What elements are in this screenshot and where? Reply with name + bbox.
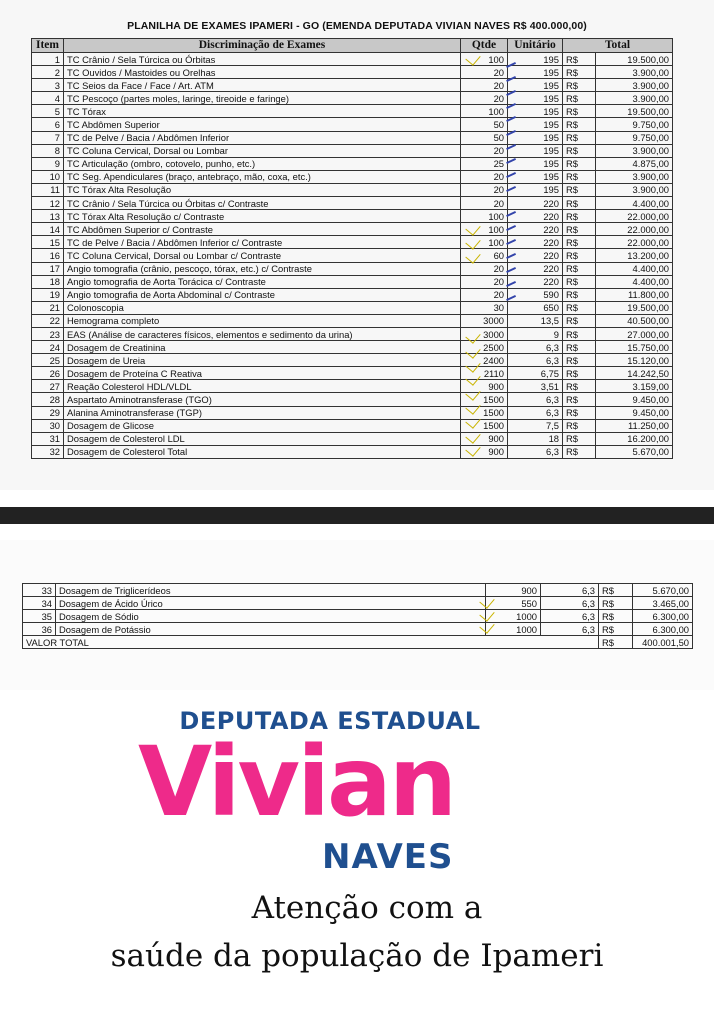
cell-item: 5 <box>32 105 64 118</box>
header-total: Total <box>563 39 673 53</box>
table-row <box>32 249 673 262</box>
table-row <box>32 223 673 236</box>
cell-unit-price: 195 <box>508 118 563 131</box>
cell-description: Dosagem de Glicose <box>64 419 461 432</box>
cell-currency: R$ <box>563 419 596 432</box>
cell-total: 4.400,00 <box>596 275 673 288</box>
cell-item: 2 <box>32 66 64 79</box>
cell-unit-price: 220 <box>508 236 563 249</box>
cell-item: 36 <box>23 623 56 636</box>
cell-quantity: 20 <box>461 183 508 196</box>
cell-currency: R$ <box>563 197 596 210</box>
cell-currency: R$ <box>563 432 596 445</box>
cell-quantity: 30 <box>461 301 508 314</box>
cell-total: 19.500,00 <box>596 301 673 314</box>
cell-item: 13 <box>32 210 64 223</box>
table-row <box>32 406 673 419</box>
cell-item: 25 <box>32 354 64 367</box>
cell-unit-price: 220 <box>508 275 563 288</box>
cell-item: 6 <box>32 118 64 131</box>
cell-unit-price: 220 <box>508 262 563 275</box>
cell-quantity: 100 <box>461 105 508 118</box>
slogan-line-2: saúde da população de Ipameri <box>110 938 604 974</box>
cell-currency: R$ <box>563 92 596 105</box>
cell-total: 9.750,00 <box>596 118 673 131</box>
cell-item: 19 <box>32 288 64 301</box>
table-row <box>32 432 673 445</box>
table-row <box>32 327 673 340</box>
cell-item: 22 <box>32 314 64 327</box>
cell-description: TC Pescoço (partes moles, laringe, tireoide e faringe) <box>64 92 461 105</box>
cell-item: 15 <box>32 236 64 249</box>
cell-total: 4.400,00 <box>596 197 673 210</box>
table-row <box>32 118 673 131</box>
total-row <box>23 636 693 649</box>
cell-quantity: 900 <box>461 432 508 445</box>
table-row <box>23 610 693 623</box>
cell-quantity: 20 <box>461 262 508 275</box>
cell-unit-price: 6,3 <box>508 445 563 458</box>
cell-quantity: 100 <box>461 53 508 66</box>
cell-description: EAS (Análise de caracteres físicos, elementos e sedimento da urina) <box>64 327 461 340</box>
cell-item: 28 <box>32 393 64 406</box>
cell-unit-price: 18 <box>508 432 563 445</box>
cell-item: 14 <box>32 223 64 236</box>
cell-total: 11.250,00 <box>596 419 673 432</box>
cell-description: TC Coluna Cervical, Dorsal ou Lombar c/ Contraste <box>64 249 461 262</box>
cell-total: 19.500,00 <box>596 53 673 66</box>
cell-description: Angio tomografia (crânio, pescoço, tórax, etc.) c/ Contraste <box>64 262 461 275</box>
cell-quantity: 20 <box>461 170 508 183</box>
cell-item: 10 <box>32 170 64 183</box>
cell-quantity: 1500 <box>461 419 508 432</box>
cell-unit-price: 195 <box>508 183 563 196</box>
cell-description: Hemograma completo <box>64 314 461 327</box>
cell-quantity: 2110 <box>461 367 508 380</box>
cell-total: 9.450,00 <box>596 406 673 419</box>
cell-item: 34 <box>23 597 56 610</box>
cell-currency: R$ <box>563 327 596 340</box>
cell-description: Dosagem de Ácido Úrico <box>56 597 486 610</box>
cell-item: 17 <box>32 262 64 275</box>
cell-item: 1 <box>32 53 64 66</box>
cell-quantity: 100 <box>461 210 508 223</box>
cell-description: TC Tórax Alta Resolução c/ Contraste <box>64 210 461 223</box>
cell-quantity: 1500 <box>461 406 508 419</box>
cell-description: Dosagem de Colesterol LDL <box>64 432 461 445</box>
cell-quantity: 20 <box>461 92 508 105</box>
cell-total: 3.900,00 <box>596 79 673 92</box>
table-row <box>32 79 673 92</box>
cell-description: Dosagem de Creatinina <box>64 341 461 354</box>
cell-item: 18 <box>32 275 64 288</box>
header-unit-price: Unitário <box>508 39 563 53</box>
cell-description: TC Crânio / Sela Túrcica ou Órbitas c/ Contraste <box>64 197 461 210</box>
cell-unit-price: 195 <box>508 170 563 183</box>
cell-currency: R$ <box>563 223 596 236</box>
cell-currency: R$ <box>563 144 596 157</box>
cell-total: 13.200,00 <box>596 249 673 262</box>
cell-quantity: 25 <box>461 157 508 170</box>
cell-description: TC de Pelve / Bacia / Abdômen Inferior c/ Contraste <box>64 236 461 249</box>
cell-currency: R$ <box>563 210 596 223</box>
cell-description: Dosagem de Potássio <box>56 623 486 636</box>
cell-description: Aspartato Aminotransferase (TGO) <box>64 393 461 406</box>
cell-unit-price: 6,3 <box>508 406 563 419</box>
cell-currency: R$ <box>563 66 596 79</box>
cell-description: Dosagem de Triglicerídeos <box>56 584 486 597</box>
table-row <box>32 170 673 183</box>
cell-total: 5.670,00 <box>596 445 673 458</box>
cell-item: 16 <box>32 249 64 262</box>
table-row <box>32 262 673 275</box>
table-row <box>32 419 673 432</box>
cell-total: 22.000,00 <box>596 236 673 249</box>
table-row <box>23 623 693 636</box>
cell-quantity: 100 <box>461 236 508 249</box>
cell-item: 4 <box>32 92 64 105</box>
cell-quantity: 50 <box>461 118 508 131</box>
table-row <box>32 314 673 327</box>
cell-description: TC Tórax <box>64 105 461 118</box>
cell-description: Dosagem de Ureia <box>64 354 461 367</box>
cell-unit-price: 6,3 <box>508 393 563 406</box>
cell-unit-price: 3,51 <box>508 380 563 393</box>
cell-total: 19.500,00 <box>596 105 673 118</box>
cell-item: 9 <box>32 157 64 170</box>
cell-item: 29 <box>32 406 64 419</box>
cell-total: 4.875,00 <box>596 157 673 170</box>
cell-quantity: 900 <box>461 380 508 393</box>
cell-description: TC Crânio / Sela Túrcica ou Órbitas <box>64 53 461 66</box>
table-row <box>32 341 673 354</box>
cell-quantity: 20 <box>461 66 508 79</box>
table-row <box>32 445 673 458</box>
cell-currency: R$ <box>563 79 596 92</box>
cell-unit-price: 195 <box>508 157 563 170</box>
cell-description: TC Tórax Alta Resolução <box>64 183 461 196</box>
cell-description: TC Ouvidos / Mastoides ou Orelhas <box>64 66 461 79</box>
table-row <box>32 210 673 223</box>
cell-quantity: 100 <box>461 223 508 236</box>
cell-item: 24 <box>32 341 64 354</box>
cell-currency: R$ <box>563 393 596 406</box>
cell-total: 15.750,00 <box>596 341 673 354</box>
exams-table <box>31 38 673 459</box>
cell-currency: R$ <box>563 53 596 66</box>
cell-currency: R$ <box>599 584 633 597</box>
cell-currency: R$ <box>563 249 596 262</box>
cell-currency: R$ <box>563 105 596 118</box>
cell-currency: R$ <box>599 623 633 636</box>
cell-item: 23 <box>32 327 64 340</box>
table-row <box>32 354 673 367</box>
cell-item: 32 <box>32 445 64 458</box>
table-row <box>32 367 673 380</box>
sheet-title: PLANILHA DE EXAMES IPAMERI - GO (EMENDA DEPUTADA VIVIAN NAVES R$ 400.000,00) <box>127 20 587 32</box>
cell-item: 26 <box>32 367 64 380</box>
cell-description: Reação Colesterol HDL/VLDL <box>64 380 461 393</box>
header-item: Item <box>32 39 64 53</box>
table-row <box>32 105 673 118</box>
cell-currency: R$ <box>563 275 596 288</box>
cell-quantity: 2500 <box>461 341 508 354</box>
cell-unit-price: 195 <box>508 53 563 66</box>
cell-total: 3.900,00 <box>596 92 673 105</box>
table-row <box>32 236 673 249</box>
cell-quantity: 550 <box>486 597 541 610</box>
cell-item: 31 <box>32 432 64 445</box>
cell-total: 16.200,00 <box>596 432 673 445</box>
table-row <box>23 584 693 597</box>
cell-description: Angio tomografia de Aorta Abdominal c/ Contraste <box>64 288 461 301</box>
cell-currency: R$ <box>599 597 633 610</box>
cell-unit-price: 6,3 <box>541 597 599 610</box>
cell-total: 40.500,00 <box>596 314 673 327</box>
cell-description: TC Seg. Apendiculares (braço, antebraço, mão, coxa, etc.) <box>64 170 461 183</box>
cell-quantity: 50 <box>461 131 508 144</box>
cell-quantity: 2400 <box>461 354 508 367</box>
cell-currency: R$ <box>563 157 596 170</box>
slogan-line-1: Atenção com a <box>251 890 483 926</box>
cell-currency: R$ <box>563 236 596 249</box>
cell-currency: R$ <box>563 341 596 354</box>
cell-total: 6.300,00 <box>633 610 693 623</box>
cell-item: 35 <box>23 610 56 623</box>
cell-total: 15.120,00 <box>596 354 673 367</box>
cell-total: 3.465,00 <box>633 597 693 610</box>
cell-unit-price: 6,3 <box>541 584 599 597</box>
cell-unit-price: 220 <box>508 223 563 236</box>
table-row <box>32 144 673 157</box>
cell-unit-price: 590 <box>508 288 563 301</box>
cell-total: 27.000,00 <box>596 327 673 340</box>
cell-description: TC Articulação (ombro, cotovelo, punho, etc.) <box>64 157 461 170</box>
table-row <box>32 66 673 79</box>
cell-quantity: 20 <box>461 197 508 210</box>
cell-currency: R$ <box>563 301 596 314</box>
cell-description: TC de Pelve / Bacia / Abdômen Inferior <box>64 131 461 144</box>
cell-currency: R$ <box>563 118 596 131</box>
cell-unit-price: 220 <box>508 210 563 223</box>
cell-quantity: 3000 <box>461 314 508 327</box>
cell-description: Angio tomografia de Aorta Torácica c/ Contraste <box>64 275 461 288</box>
cell-description: Dosagem de Sódio <box>56 610 486 623</box>
cell-unit-price: 195 <box>508 66 563 79</box>
table-row <box>32 157 673 170</box>
cell-unit-price: 6,3 <box>541 623 599 636</box>
header-description: Discriminação de Exames <box>64 39 461 53</box>
cell-quantity: 1500 <box>461 393 508 406</box>
cell-total: 14.242,50 <box>596 367 673 380</box>
table-row <box>32 393 673 406</box>
cell-unit-price: 195 <box>508 79 563 92</box>
cell-unit-price: 6,3 <box>541 610 599 623</box>
table-header-row <box>32 39 673 53</box>
cell-currency: R$ <box>563 288 596 301</box>
cell-description: TC Abdômen Superior <box>64 118 461 131</box>
cell-description: Dosagem de Colesterol Total <box>64 445 461 458</box>
cell-total: 11.800,00 <box>596 288 673 301</box>
cell-total: 3.900,00 <box>596 144 673 157</box>
cell-currency: R$ <box>563 314 596 327</box>
cell-total: 3.159,00 <box>596 380 673 393</box>
cell-unit-price: 195 <box>508 92 563 105</box>
cell-item: 12 <box>32 197 64 210</box>
cell-description: TC Coluna Cervical, Dorsal ou Lombar <box>64 144 461 157</box>
cell-quantity: 20 <box>461 288 508 301</box>
cell-quantity: 900 <box>486 584 541 597</box>
cell-quantity: 20 <box>461 79 508 92</box>
cell-currency: R$ <box>599 610 633 623</box>
cell-unit-price: 195 <box>508 105 563 118</box>
cell-item: 3 <box>32 79 64 92</box>
cell-quantity: 20 <box>461 275 508 288</box>
cell-total: 9.750,00 <box>596 131 673 144</box>
table-row <box>32 92 673 105</box>
cell-unit-price: 7,5 <box>508 419 563 432</box>
cell-unit-price: 195 <box>508 131 563 144</box>
table-row <box>32 53 673 66</box>
cell-currency: R$ <box>563 170 596 183</box>
cell-item: 7 <box>32 131 64 144</box>
cell-item: 11 <box>32 183 64 196</box>
cell-unit-price: 220 <box>508 249 563 262</box>
cell-currency: R$ <box>563 445 596 458</box>
table-row <box>32 301 673 314</box>
cell-quantity: 20 <box>461 144 508 157</box>
separator-band <box>0 507 714 524</box>
cell-unit-price: 6,3 <box>508 354 563 367</box>
cell-item: 30 <box>32 419 64 432</box>
banner-surname: NAVES <box>322 837 454 877</box>
banner-title: DEPUTADA ESTADUAL <box>179 707 481 735</box>
cell-quantity: 1000 <box>486 610 541 623</box>
cell-quantity: 3000 <box>461 327 508 340</box>
cell-currency: R$ <box>563 354 596 367</box>
cell-description: Colonoscopia <box>64 301 461 314</box>
cell-unit-price: 13,5 <box>508 314 563 327</box>
cell-total: 4.400,00 <box>596 262 673 275</box>
total-label: VALOR TOTAL <box>23 636 599 649</box>
exams-table-continued <box>22 583 693 649</box>
cell-description: Alanina Aminotransferase (TGP) <box>64 406 461 419</box>
cell-currency: R$ <box>563 367 596 380</box>
cell-quantity: 60 <box>461 249 508 262</box>
table-row <box>32 131 673 144</box>
table-row <box>32 197 673 210</box>
cell-unit-price: 9 <box>508 327 563 340</box>
cell-total: 9.450,00 <box>596 393 673 406</box>
table-row <box>32 288 673 301</box>
cell-unit-price: 650 <box>508 301 563 314</box>
cell-total: 22.000,00 <box>596 223 673 236</box>
cell-total: 5.670,00 <box>633 584 693 597</box>
cell-item: 33 <box>23 584 56 597</box>
cell-currency: R$ <box>563 131 596 144</box>
cell-description: TC Abdômen Superior c/ Contraste <box>64 223 461 236</box>
table-row <box>32 183 673 196</box>
total-currency: R$ <box>599 636 633 649</box>
cell-total: 3.900,00 <box>596 66 673 79</box>
cell-description: Dosagem de Proteína C Reativa <box>64 367 461 380</box>
cell-item: 8 <box>32 144 64 157</box>
banner-name: Vivian <box>138 726 455 838</box>
cell-total: 22.000,00 <box>596 210 673 223</box>
cell-currency: R$ <box>563 262 596 275</box>
cell-unit-price: 195 <box>508 144 563 157</box>
cell-currency: R$ <box>563 183 596 196</box>
header-quantity: Qtde <box>461 39 508 53</box>
cell-description: TC Seios da Face / Face / Art. ATM <box>64 79 461 92</box>
cell-total: 3.900,00 <box>596 183 673 196</box>
cell-item: 21 <box>32 301 64 314</box>
cell-total: 3.900,00 <box>596 170 673 183</box>
cell-currency: R$ <box>563 406 596 419</box>
cell-currency: R$ <box>563 380 596 393</box>
cell-quantity: 900 <box>461 445 508 458</box>
cell-total: 6.300,00 <box>633 623 693 636</box>
cell-item: 27 <box>32 380 64 393</box>
table-row <box>32 380 673 393</box>
table-row <box>23 597 693 610</box>
cell-unit-price: 6,75 <box>508 367 563 380</box>
cell-quantity: 1000 <box>486 623 541 636</box>
table-row <box>32 275 673 288</box>
cell-unit-price: 220 <box>508 197 563 210</box>
total-value: 400.001,50 <box>633 636 693 649</box>
cell-unit-price: 6,3 <box>508 341 563 354</box>
